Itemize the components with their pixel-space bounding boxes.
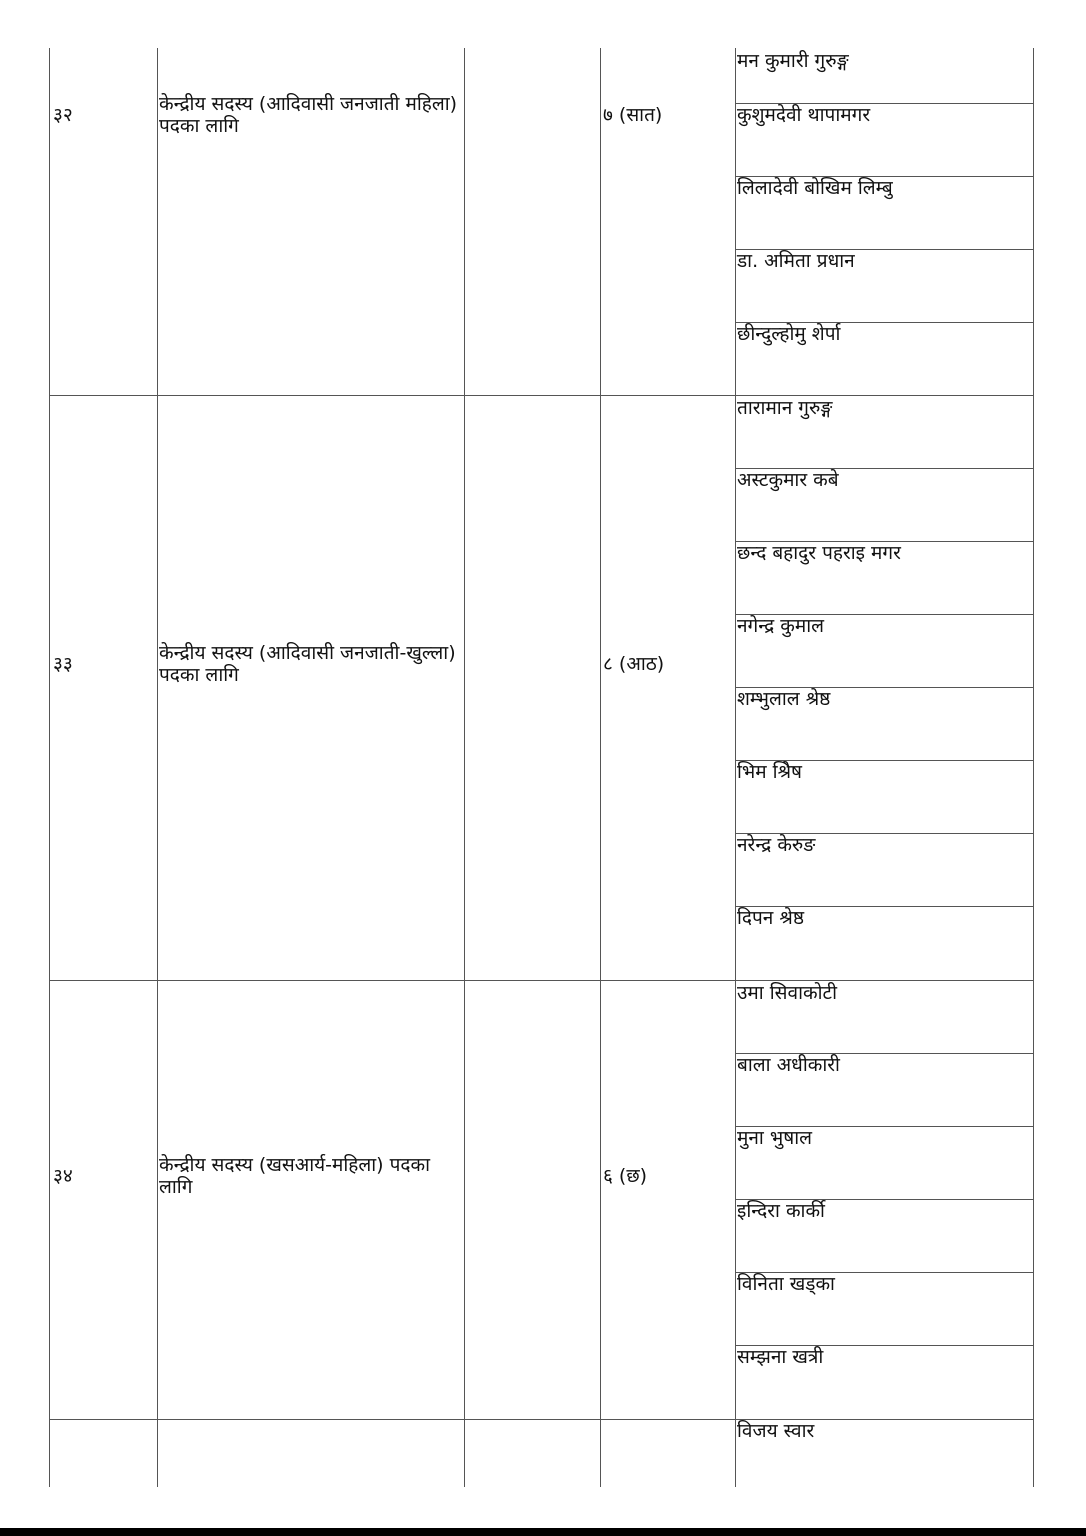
column-divider — [49, 48, 50, 1487]
candidate-name: अस्टकुमार कबे — [737, 469, 839, 491]
candidate-name: नगेन्द्र कुमाल — [737, 615, 824, 637]
row-divider — [49, 395, 1034, 396]
candidate-name: डा. अमिता प्रधान — [737, 250, 855, 272]
candidate-name: तारामान गुरुङ्ग — [737, 397, 833, 419]
row-divider — [49, 980, 1034, 981]
row-number: ३३ — [53, 653, 73, 675]
candidate-name: विनिता खड्का — [737, 1273, 835, 1295]
row-number: ३४ — [53, 1165, 73, 1187]
column-divider — [600, 48, 601, 1487]
column-divider — [464, 48, 465, 1487]
column-divider — [157, 48, 158, 1487]
candidate-name: सम्झना खत्री — [737, 1346, 824, 1368]
candidate-name: उमा सिवाकोटी — [737, 982, 837, 1004]
candidate-name: भिम श्रिेष — [737, 761, 803, 783]
candidate-name: शम्भुलाल श्रेष्ठ — [737, 688, 831, 710]
page-bottom-rule — [0, 1528, 1086, 1536]
candidate-name: मन कुमारी गुरुङ्ग — [737, 50, 849, 72]
candidate-name: इन्दिरा कार्की — [737, 1200, 825, 1222]
seat-count: ८ (आठ) — [603, 653, 665, 675]
post-title: केन्द्रीय सदस्य (आदिवासी जनजाती महिला) पदका लागि — [159, 93, 458, 137]
candidate-name: छीन्दुल्होमु शेर्पा — [737, 323, 841, 345]
candidate-name: लिलादेवी बोखिम लिम्बु — [737, 177, 893, 199]
post-title: केन्द्रीय सदस्य (खसआर्य-महिला) पदका लागि — [159, 1154, 431, 1198]
candidate-name: बाला अधीकारी — [737, 1054, 840, 1076]
post-title: केन्द्रीय सदस्य (आदिवासी जनजाती-खुल्ला) पदका लागि — [159, 642, 456, 686]
seat-count: ७ (सात) — [603, 104, 663, 126]
candidate-name: कुशुमदेवी थापामगर — [737, 104, 871, 126]
row-divider — [49, 1419, 1034, 1420]
candidate-name: मुना भुषाल — [737, 1127, 813, 1149]
seat-count: ६ (छ) — [603, 1165, 648, 1187]
candidate-name: छन्द बहादुर पहराइ मगर — [737, 542, 901, 564]
candidate-name: दिपन श्रेष्ठ — [737, 907, 805, 929]
candidate-name: नरेन्द्र केरुङ — [737, 834, 816, 856]
row-number: ३२ — [53, 104, 73, 126]
candidate-name: विजय स्वार — [737, 1420, 815, 1442]
